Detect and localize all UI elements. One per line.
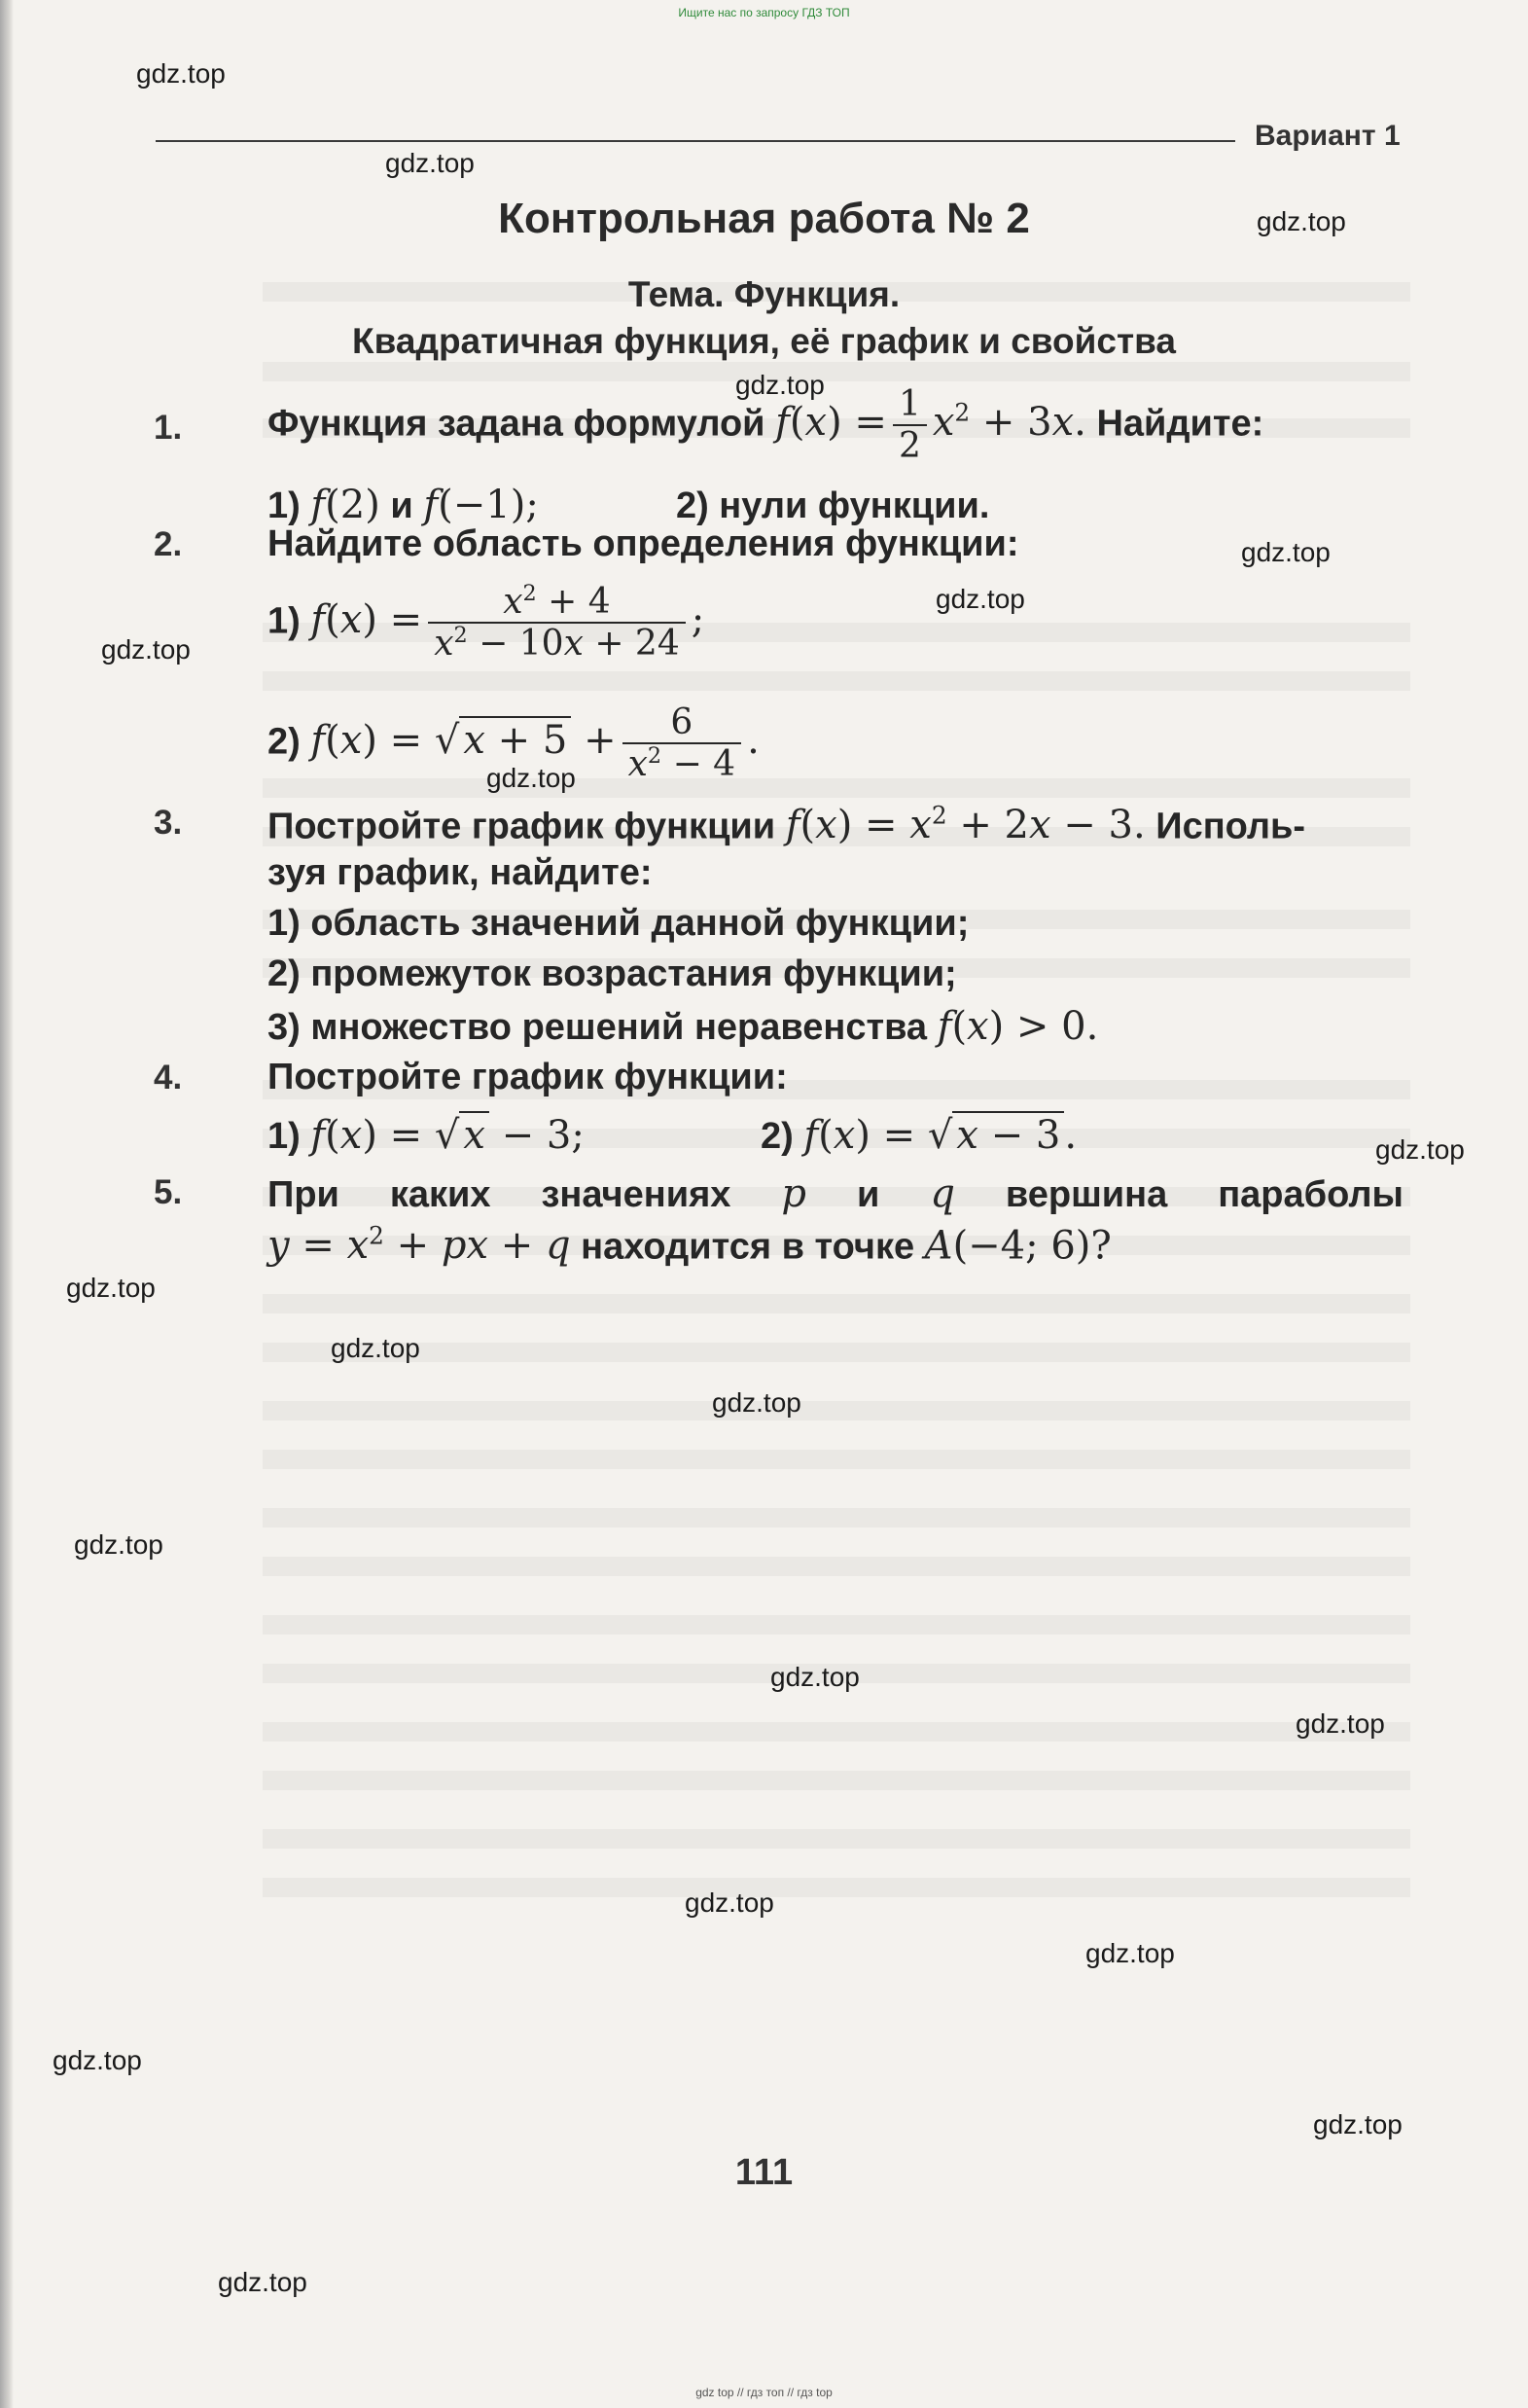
formula: f(x) = √ x + 5 + $\frac{6}{x^2 - 4}$ . [310,702,760,785]
watermark: gdz.top [1375,1134,1465,1165]
header-rule [156,140,1235,142]
problem-number: 4. [154,1059,183,1096]
formula: f(2) [310,483,380,527]
watermark: gdz.top [1313,2109,1403,2139]
problem-number: 5. [154,1173,183,1211]
formula: $f(x) = x^2 + 2x - 3$. [785,802,1146,848]
bottom-banner[interactable]: gdz top // гдз топ // гдз top [695,2386,833,2399]
watermark: gdz.top [1296,1708,1385,1739]
problem-2-item-2 [267,702,760,785]
problem-number: 1. [154,409,183,447]
formula: f(x) = $\frac{x^2 + 4}{x^2 - 10x + 24}$ ; [310,581,705,665]
watermark: gdz.top [331,1333,420,1363]
item-text: 2) нули функции. [675,485,990,526]
problem-text: каких [389,1174,491,1215]
page-title: Контрольная работа № 2 [498,195,1030,242]
problem-number: 2. [154,525,183,563]
watermark: gdz.top [685,1887,774,1918]
problem-4-items [267,1113,1077,1158]
watermark: gdz.top [936,584,1025,614]
top-banner[interactable]: Ищите нас по запросу ГДЗ ТОП [678,6,850,19]
item-label: 1) [267,1116,301,1157]
formula: p [781,1171,806,1216]
problem-5-statement [267,1171,1404,1216]
watermark: gdz.top [66,1273,156,1303]
watermark: gdz.top [770,1662,860,1692]
problem-1-statement [267,384,1263,467]
problem-text: 2) промежуток возрастания функции; [267,953,957,994]
formula: f(−1); [423,483,539,527]
formula: A(−4; 6)? [924,1223,1112,1269]
formula: q [930,1171,955,1216]
problem-3-line-5 [267,1004,1098,1049]
watermark: gdz.top [486,763,576,793]
problem-text: 3) множество решений неравенства [267,1007,928,1048]
problem-text: Найдите область определения функции: [267,523,1019,564]
problem-text: Функция задана формулой [267,403,765,445]
watermark: gdz.top [74,1529,163,1560]
problem-text: находится в точке [581,1226,915,1268]
problem-text: параболы [1218,1174,1404,1215]
formula: $y = x^2$ + px + q [267,1222,571,1269]
watermark: gdz.top [712,1387,801,1418]
watermark: gdz.top [1257,206,1346,236]
formula: f(x) > 0. [937,1004,1099,1049]
problem-text: При [267,1174,339,1215]
problem-text: зуя график, найдите: [267,852,653,893]
problem-number: 3. [154,804,183,842]
problem-text: Исполь- [1155,806,1306,847]
watermark: gdz.top [101,634,191,665]
conjunction: и [390,485,413,526]
watermark: gdz.top [136,58,226,89]
item-label: 1) [267,600,301,642]
problem-1-items [267,483,989,527]
problem-text: 1) область значений данной функции; [267,903,970,944]
problem-text: Постройте график функции [267,806,776,847]
variant-label: Вариант 1 [1255,120,1401,152]
conjunction: и [856,1174,880,1215]
problem-text: Постройте график функции: [267,1057,788,1097]
watermark: gdz.top [218,2267,307,2297]
watermark: gdz.top [735,370,825,400]
item-label: 1) [267,485,301,526]
formula: f(x) = √ x − 3; [310,1113,585,1158]
problem-2-item-1 [267,582,704,665]
item-label: 2) [267,721,301,763]
problem-text: вершина [1005,1174,1168,1215]
formula: f(x) = √ x − 3 . [803,1113,1078,1158]
watermark: gdz.top [1241,537,1331,567]
problem-text: значениях [541,1174,731,1215]
problem-5-line-2 [267,1222,1112,1268]
formula: f(x) = $\frac{1}{2}$ $x^2 + 3x$. [775,384,1086,467]
problem-text: Найдите: [1096,403,1264,445]
item-label: 2) [760,1116,794,1157]
watermark: gdz.top [53,2045,142,2075]
page-number: 111 [734,2152,794,2193]
watermark: gdz.top [385,148,475,178]
problem-3-statement [267,802,1305,847]
subtopic-heading: Квадратичная функция, её график и свойства [352,321,1176,361]
topic-heading: Тема. Функция. [627,274,901,314]
watermark: gdz.top [1085,1938,1175,1968]
